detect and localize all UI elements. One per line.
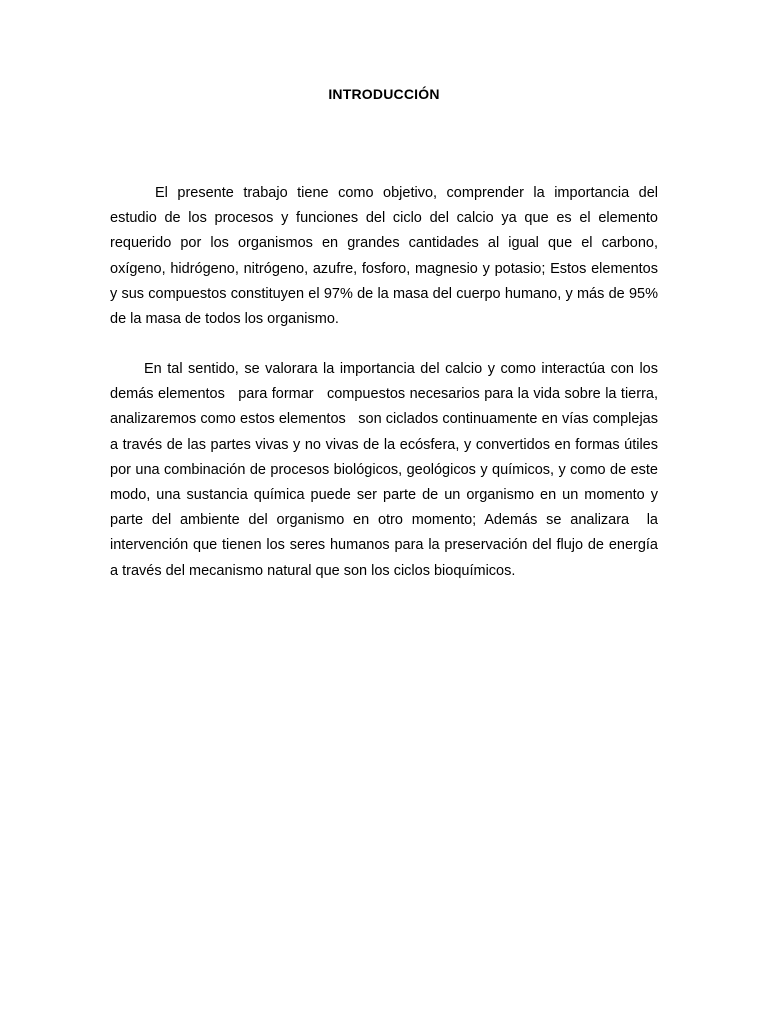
paragraph-introduction: El presente trabajo tiene como objetivo, comprender la importancia del estudio de los procesos y funciones del ciclo del calcio ya que es el elemento requerido por los organismos en grandes cantidades al igual que el carbono, oxígeno, hidrógeno, nitrógeno, azufre, fosforo, magnesio y potasio; Estos elementos y sus compuestos constituyen el 97% de la masa del cuerpo humano, y más de 95% de la masa de todos los organismo. [110,185,663,328]
page-title: INTRODUCCIÓN [328,86,440,102]
paragraph-calcium-cycle: En tal sentido, se valorara la importancia del calcio y como interactúa con los demás elementos para formar compuestos necesarios para la vida sobre la tierra, analizaremos como estos elementos son ciclados continuamente en vías complejas a través de las partes vivas y no vivas de la ecósfera, y convertidos en formas útiles por una combinación de procesos biológicos, geológicos y químicos, y como de este modo, una sustancia química puede ser parte de un organismo en un momento y parte del ambiente del organismo en otro momento; Además se analizara la intervención que tienen los seres humanos para la preservación del flujo de energía a través del mecanismo natural que son los ciclos bioquímicos. [110,361,663,579]
